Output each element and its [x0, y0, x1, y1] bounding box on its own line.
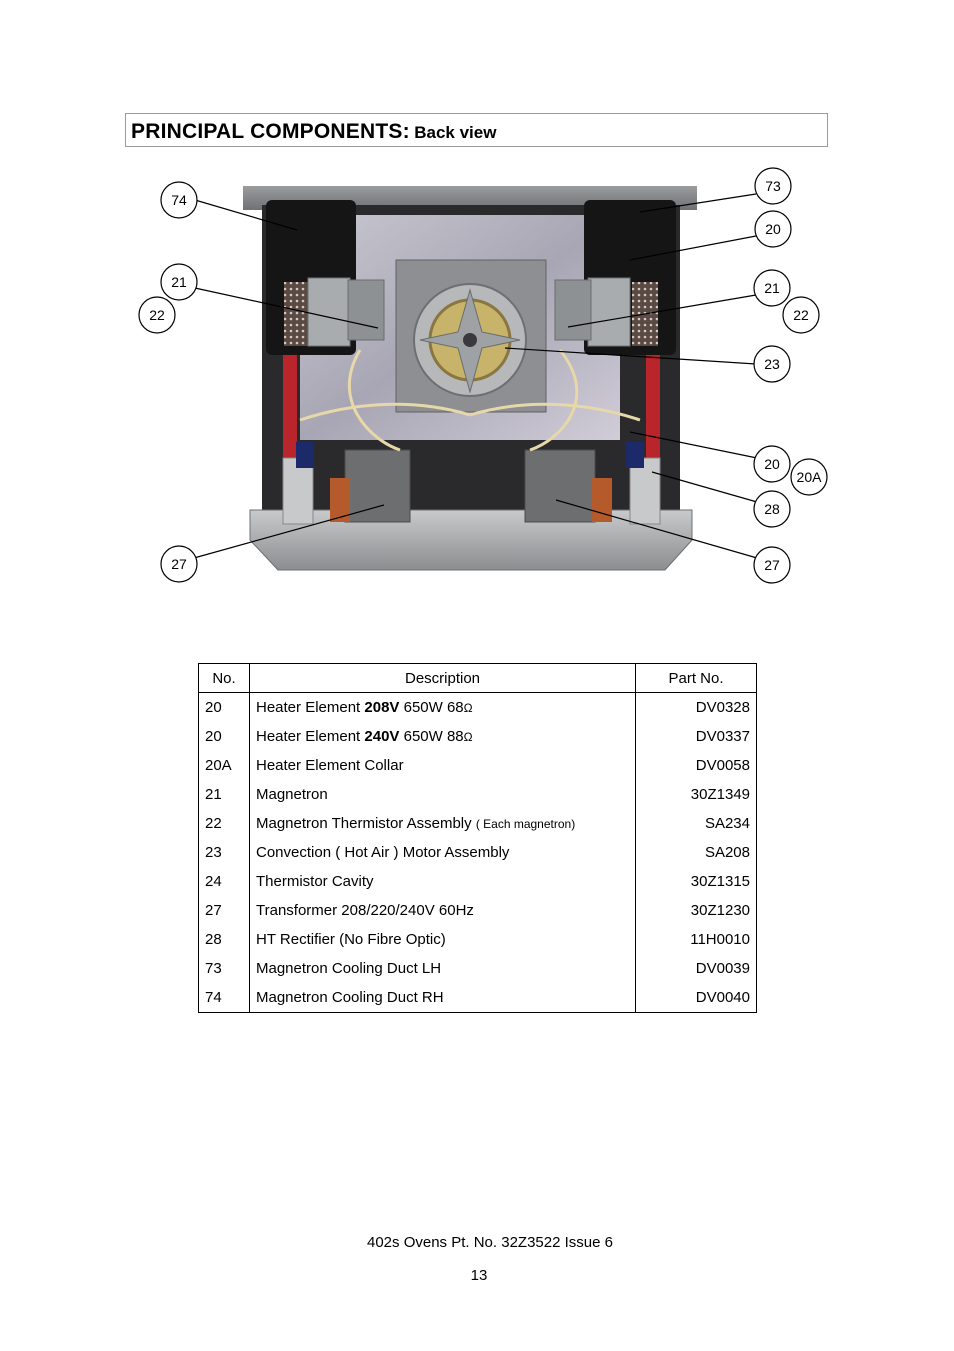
cell-part-no: 30Z1315: [636, 867, 757, 896]
callout-23: [754, 346, 790, 382]
callout-22-right: [783, 297, 819, 333]
magnetron-left-body: [348, 280, 384, 340]
magnetron-right-body: [555, 280, 591, 340]
callout-21-right: [754, 270, 790, 306]
cell-part-no: 30Z1349: [636, 780, 757, 809]
cell-description: Magnetron Cooling Duct LH: [250, 954, 636, 983]
svg-text:20: 20: [764, 456, 780, 472]
svg-text:22: 22: [793, 307, 809, 323]
cell-description: Transformer 208/220/240V 60Hz: [250, 896, 636, 925]
back-view-figure: [0, 160, 954, 600]
svg-text:27: 27: [764, 557, 780, 573]
cell-part-no: 11H0010: [636, 925, 757, 954]
svg-text:20A: 20A: [796, 469, 822, 485]
table-row: [199, 722, 757, 751]
table-row: [199, 925, 757, 954]
magnetron-right: [588, 278, 630, 346]
cell-part-no: DV0337: [636, 722, 757, 751]
cell-no: 73: [199, 954, 250, 983]
table-header-row: [199, 664, 757, 693]
cell-no: 28: [199, 925, 250, 954]
cell-description: Heater Element Collar: [250, 751, 636, 780]
cell-description: Heater Element 240V 650W 88Ω: [250, 722, 636, 751]
svg-text:73: 73: [765, 178, 781, 194]
cell-no: 24: [199, 867, 250, 896]
motor-shaft: [463, 333, 477, 347]
cell-no: 20: [199, 693, 250, 723]
svg-text:27: 27: [171, 556, 187, 572]
svg-text:20: 20: [765, 221, 781, 237]
table-row: [199, 780, 757, 809]
table-row: [199, 896, 757, 925]
callout-73: [755, 168, 791, 204]
svg-text:23: 23: [764, 356, 780, 372]
header-part-no: Part No.: [636, 664, 757, 693]
table-row: [199, 838, 757, 867]
callout-21-left: [161, 264, 197, 300]
cell-description: Magnetron Cooling Duct RH: [250, 983, 636, 1013]
callout-22-left: [139, 297, 175, 333]
base-tray: [250, 510, 692, 570]
document-footer: 402s Ovens Pt. No. 32Z3522 Issue 6: [367, 1234, 613, 1251]
table-row: [199, 983, 757, 1013]
cell-no: 20A: [199, 751, 250, 780]
table-row: [199, 867, 757, 896]
cell-part-no: DV0040: [636, 983, 757, 1013]
svg-text:21: 21: [764, 280, 780, 296]
header-no: No.: [199, 664, 250, 693]
cell-description: Magnetron Thermistor Assembly ( Each magnetron): [250, 809, 636, 838]
cell-no: 21: [199, 780, 250, 809]
cell-no: 20: [199, 722, 250, 751]
callout-27-left: [161, 546, 197, 582]
svg-text:74: 74: [171, 192, 187, 208]
cell-no: 27: [199, 896, 250, 925]
transformer-left: [345, 450, 410, 522]
callout-74: [161, 182, 197, 218]
callout-20-top: [755, 211, 791, 247]
cell-description: Thermistor Cavity: [250, 867, 636, 896]
svg-text:22: 22: [149, 307, 165, 323]
table-row: [199, 809, 757, 838]
table-row: [199, 954, 757, 983]
rectifier-left: [296, 442, 314, 468]
table-row: [199, 751, 757, 780]
parts-table: [198, 663, 757, 1013]
cell-part-no: 30Z1230: [636, 896, 757, 925]
cell-part-no: SA234: [636, 809, 757, 838]
oven-illustration: [0, 160, 954, 600]
svg-text:28: 28: [764, 501, 780, 517]
rectifier-right: [626, 442, 644, 468]
callout-20a: [791, 459, 827, 495]
cell-part-no: DV0039: [636, 954, 757, 983]
cell-no: 22: [199, 809, 250, 838]
vent-left: [284, 282, 308, 346]
title-main: PRINCIPAL COMPONENTS:: [131, 120, 410, 143]
cell-description: HT Rectifier (No Fibre Optic): [250, 925, 636, 954]
section-title: [125, 113, 828, 147]
cell-part-no: SA208: [636, 838, 757, 867]
magnetron-left: [308, 278, 350, 346]
cell-description: Heater Element 208V 650W 68Ω: [250, 693, 636, 723]
cell-description: Convection ( Hot Air ) Motor Assembly: [250, 838, 636, 867]
cell-part-no: DV0058: [636, 751, 757, 780]
title-sub: Back view: [414, 123, 497, 142]
callout-27-right: [754, 547, 790, 583]
callout-28: [754, 491, 790, 527]
table-row: [199, 693, 757, 723]
svg-text:21: 21: [171, 274, 187, 290]
cell-no: 74: [199, 983, 250, 1013]
cell-description: Magnetron: [250, 780, 636, 809]
cell-no: 23: [199, 838, 250, 867]
callout-20-bottom: [754, 446, 790, 482]
cell-part-no: DV0328: [636, 693, 757, 723]
header-description: Description: [250, 664, 636, 693]
transformer-right: [525, 450, 595, 522]
page-number: 13: [470, 1267, 488, 1284]
